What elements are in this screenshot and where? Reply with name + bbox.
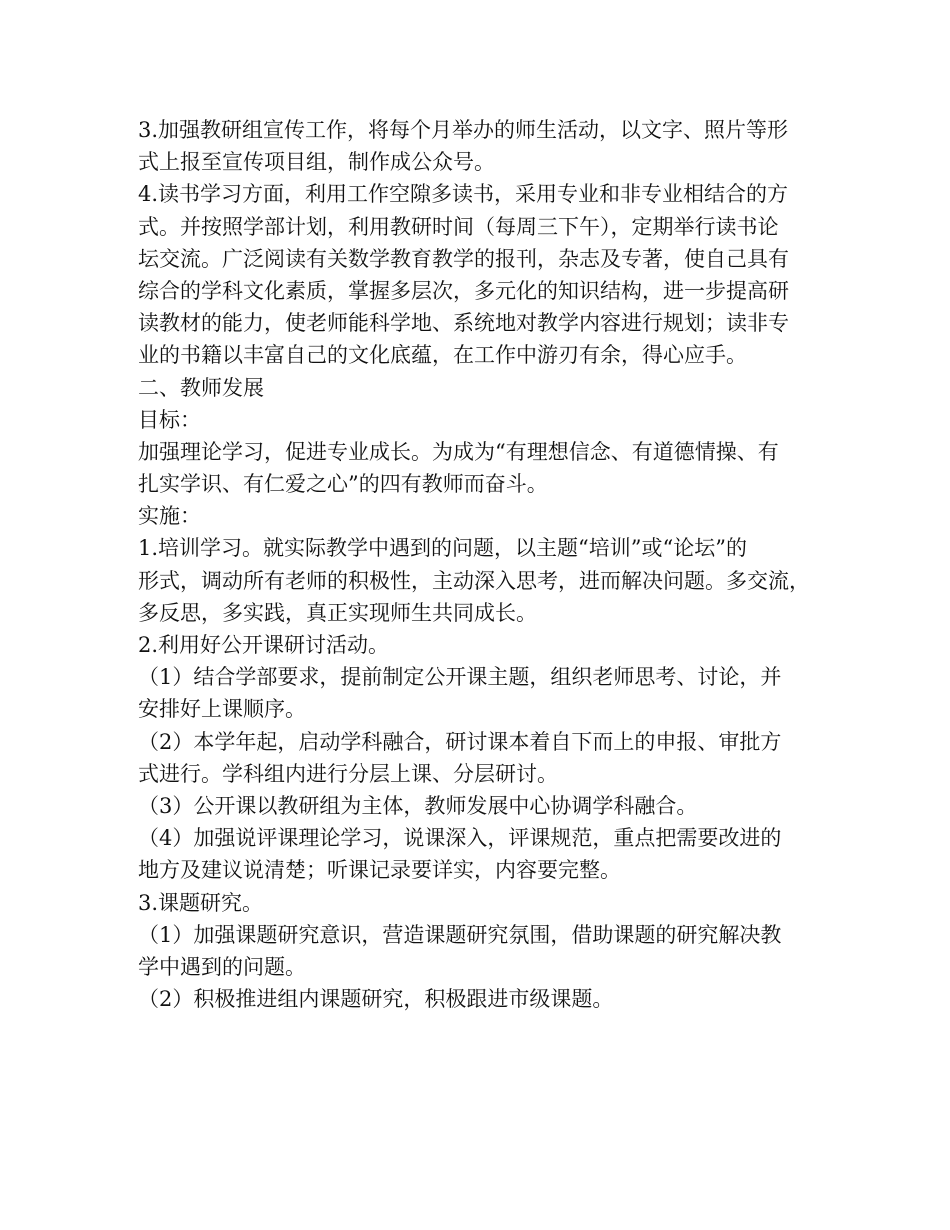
subheading-goal: 目标： [138, 407, 201, 432]
text-line: 业的书籍以丰富自己的文化底蕴，在工作中游刃有余，得心应手。 [138, 343, 747, 368]
text-line: （1）结合学部要求，提前制定公开课主题，组织老师思考、讨论，并 [138, 665, 782, 690]
text-line: 多反思，多实践，真正实现师生共同成长。 [138, 600, 537, 625]
subheading-implementation: 实施： [138, 504, 201, 529]
text-line: 形式，调动所有老师的积极性，主动深入思考，进而解决问题。多交流， [138, 568, 810, 593]
text-line: （2）积极推进组内课题研究，积极跟进市级课题。 [138, 987, 614, 1012]
text-line: 式。并按照学部计划，利用教研时间（每周三下午），定期举行读书论 [138, 214, 779, 239]
text-line: 地方及建议说清楚；听课记录要详实，内容要完整。 [138, 858, 621, 883]
document-body [138, 114, 828, 1015]
text-line: 综合的学科文化素质，掌握多层次，多元化的知识结构，进一步提高研 [138, 278, 789, 303]
text-line: 式上报至宣传项目组，制作成公众号。 [138, 150, 495, 175]
text-line: （4）加强说评课理论学习，说课深入，评课规范，重点把需要改进的 [138, 826, 782, 851]
text-line: （2）本学年起，启动学科融合，研讨课本着自下而上的申报、审批方 [138, 729, 782, 754]
section-heading: 二、教师发展 [138, 375, 264, 400]
text-line: 2.利用好公开课研讨活动。 [138, 633, 390, 657]
text-line: 学中遇到的问题。 [138, 954, 306, 979]
text-line: （1）加强课题研究意识，营造课题研究氛围，借助课题的研究解决教 [138, 922, 782, 947]
text-line: 式进行。学科组内进行分层上课、分层研讨。 [138, 761, 558, 786]
text-line: 3.加强教研组宣传工作，将每个月举办的师生活动，以文字、照片等形 [138, 118, 789, 142]
text-line: 加强理论学习，促进专业成长。为成为“有理想信念、有道德情操、有 [138, 439, 779, 464]
text-line: 3.课题研究。 [138, 890, 264, 915]
text-line: 读教材的能力，使老师能科学地、系统地对教学内容进行规划；读非专 [138, 311, 789, 336]
text-line: 1.培训学习。就实际教学中遇到的问题，以主题“培训”或“论坛”的 [138, 536, 747, 561]
text-line: 坛交流。广泛阅读有关数学教育教学的报刊，杂志及专著，使自己具有 [138, 246, 789, 271]
text-line: 安排好上课顺序。 [138, 697, 306, 722]
text-line: 4.读书学习方面，利用工作空隙多读书，采用专业和非专业相结合的方 [138, 182, 789, 207]
text-line: 扎实学识、有仁爱之心”的四有教师而奋斗。 [138, 472, 548, 497]
text-line: （3）公开课以教研组为主体，教师发展中心协调学科融合。 [138, 793, 698, 818]
